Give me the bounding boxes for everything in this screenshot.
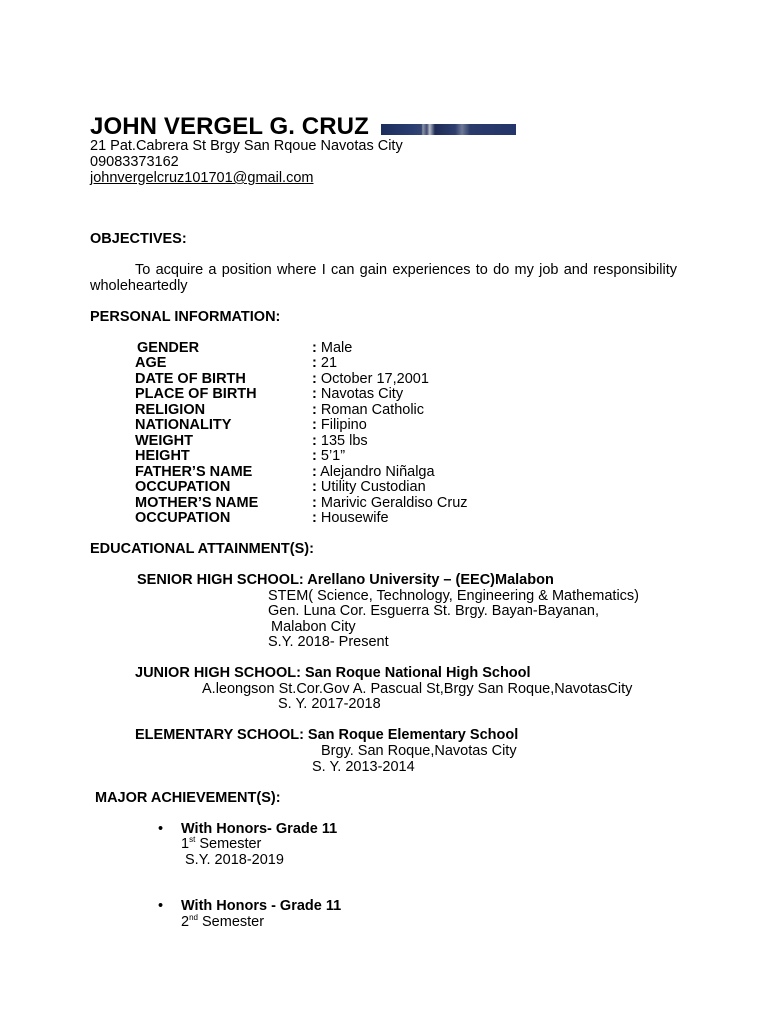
info-label: DATE OF BIRTH xyxy=(135,371,246,387)
bullet-icon: • xyxy=(158,898,164,914)
elementary-title: ELEMENTARY SCHOOL: San Roque Elementary School xyxy=(135,727,519,743)
info-value: : Housewife xyxy=(312,510,389,526)
phone: 09083373162 xyxy=(90,154,179,170)
senior-high-year: S.Y. 2018- Present xyxy=(268,634,389,650)
info-label: HEIGHT xyxy=(135,448,190,464)
info-label: NATIONALITY xyxy=(135,417,232,433)
info-value: : 5’1” xyxy=(312,448,346,464)
info-value: : Navotas City xyxy=(312,386,404,402)
senior-high-address: Gen. Luna Cor. Esguerra St. Brgy. Bayan-Bayanan, xyxy=(268,603,600,619)
info-label: FATHER’S NAME xyxy=(135,464,253,480)
info-label: WEIGHT xyxy=(135,433,193,449)
achievement-title: With Honors- Grade 11 xyxy=(181,821,338,837)
senior-high-city: Malabon City xyxy=(271,619,356,635)
achievement-semester: 1st Semester xyxy=(181,835,262,852)
elementary-year: S. Y. 2013-2014 xyxy=(312,759,415,775)
info-label: MOTHER’S NAME xyxy=(135,495,259,511)
info-value: : 21 xyxy=(312,355,338,371)
education-heading: EDUCATIONAL ATTAINMENT(S): xyxy=(90,541,314,557)
info-value: : Alejandro Niñalga xyxy=(312,464,435,480)
senior-high-strand: STEM( Science, Technology, Engineering & Mathematics) xyxy=(268,588,639,604)
email-link[interactable]: johnvergelcruz101701@gmail.com xyxy=(90,170,314,186)
info-value: : Roman Catholic xyxy=(312,402,425,418)
senior-high-title: SENIOR HIGH SCHOOL: Arellano University – (EEC)Malabon xyxy=(137,572,554,588)
info-value: : Filipino xyxy=(312,417,367,433)
info-value: : Male xyxy=(312,340,353,356)
objectives-text: To acquire a position where I can gain experiences to do my job and responsibility wholeheartedly xyxy=(90,262,677,294)
resume-name: JOHN VERGEL G. CRUZ xyxy=(90,113,369,140)
info-value: : Utility Custodian xyxy=(312,479,426,495)
info-label: PLACE OF BIRTH xyxy=(135,386,257,402)
achievement-semester: 2nd Semester xyxy=(181,913,265,930)
address: 21 Pat.Cabrera St Brgy San Rqoue Navotas City xyxy=(90,138,403,154)
photo-strip-image xyxy=(381,124,516,135)
elementary-address: Brgy. San Roque,Navotas City xyxy=(321,743,517,759)
achievement-title: With Honors - Grade 11 xyxy=(181,898,342,914)
objectives-heading: OBJECTIVES: xyxy=(90,231,187,247)
info-label: OCCUPATION xyxy=(135,510,231,526)
info-label: OCCUPATION xyxy=(135,479,231,495)
info-label: AGE xyxy=(135,355,167,371)
bullet-icon: • xyxy=(158,821,164,837)
junior-high-title: JUNIOR HIGH SCHOOL: San Roque National High School xyxy=(135,665,531,681)
achievement-year: S.Y. 2018-2019 xyxy=(185,852,284,868)
info-value: : October 17,2001 xyxy=(312,371,429,387)
junior-high-year: S. Y. 2017-2018 xyxy=(278,696,381,712)
info-label: GENDER xyxy=(137,340,200,356)
personal-info-heading: PERSONAL INFORMATION: xyxy=(90,309,281,325)
info-value: : Marivic Geraldiso Cruz xyxy=(312,495,468,511)
info-value: : 135 lbs xyxy=(312,433,368,449)
achievements-heading: MAJOR ACHIEVEMENT(S): xyxy=(95,790,281,806)
junior-high-address: A.leongson St.Cor.Gov A. Pascual St,Brgy San Roque,NavotasCity xyxy=(202,681,633,697)
info-label: RELIGION xyxy=(135,402,206,418)
